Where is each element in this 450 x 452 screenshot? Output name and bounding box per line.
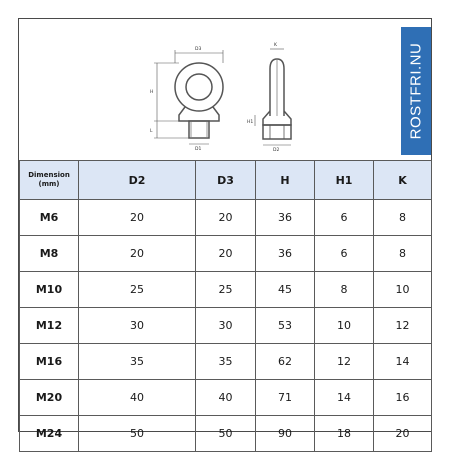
cell-h: 62 bbox=[256, 344, 315, 380]
cell-k: 10 bbox=[374, 272, 432, 308]
cell-d3: 40 bbox=[196, 380, 256, 416]
eye-inner-outline bbox=[186, 74, 212, 100]
cell-k: 20 bbox=[374, 416, 432, 452]
label-d3: D3 bbox=[195, 47, 202, 52]
cell-d3: 30 bbox=[196, 308, 256, 344]
brand-badge bbox=[401, 27, 431, 155]
cell-h1: 8 bbox=[315, 272, 374, 308]
column-header-d3: D3 bbox=[196, 161, 256, 200]
row-size: M12 bbox=[20, 308, 79, 344]
label-d2: D2 bbox=[273, 148, 280, 153]
cell-k: 8 bbox=[374, 236, 432, 272]
cell-d2: 25 bbox=[79, 272, 196, 308]
cell-d3: 20 bbox=[196, 236, 256, 272]
cell-d3: 35 bbox=[196, 344, 256, 380]
cell-h1: 6 bbox=[315, 200, 374, 236]
cell-h: 45 bbox=[256, 272, 315, 308]
cell-h: 36 bbox=[256, 236, 315, 272]
collar-outline bbox=[179, 107, 219, 121]
cell-h1: 6 bbox=[315, 236, 374, 272]
column-header-d2: D2 bbox=[79, 161, 196, 200]
technical-drawing bbox=[19, 19, 431, 160]
row-size: M8 bbox=[20, 236, 79, 272]
brand-logo-text: ROSTFRI.NU bbox=[407, 42, 425, 140]
cell-h1: 10 bbox=[315, 308, 374, 344]
label-d1: D1 bbox=[195, 147, 202, 152]
cell-d2: 40 bbox=[79, 380, 196, 416]
label-l: L bbox=[150, 129, 153, 134]
label-h: H bbox=[150, 90, 154, 95]
cell-k: 12 bbox=[374, 308, 432, 344]
column-header-h1: H1 bbox=[315, 161, 374, 200]
cell-h: 53 bbox=[256, 308, 315, 344]
row-size: M16 bbox=[20, 344, 79, 380]
cell-d2: 20 bbox=[79, 200, 196, 236]
side-shank-outline bbox=[263, 125, 291, 139]
cell-d3: 25 bbox=[196, 272, 256, 308]
eye-outer-outline bbox=[175, 63, 223, 111]
product-sheet bbox=[18, 18, 432, 440]
table-row bbox=[20, 416, 432, 452]
cell-d2: 50 bbox=[79, 416, 196, 452]
table-row bbox=[20, 380, 432, 416]
cell-h1: 12 bbox=[315, 344, 374, 380]
row-size: M20 bbox=[20, 380, 79, 416]
cell-d3: 50 bbox=[196, 416, 256, 452]
row-size: M10 bbox=[20, 272, 79, 308]
shank-outline bbox=[189, 121, 209, 138]
table-row bbox=[20, 236, 432, 272]
cell-d3: 20 bbox=[196, 200, 256, 236]
cell-h: 90 bbox=[256, 416, 315, 452]
cell-k: 8 bbox=[374, 200, 432, 236]
cell-d2: 30 bbox=[79, 308, 196, 344]
cell-k: 16 bbox=[374, 380, 432, 416]
table-row bbox=[20, 200, 432, 236]
cell-d2: 20 bbox=[79, 236, 196, 272]
label-k: K bbox=[274, 43, 277, 48]
row-size: M6 bbox=[20, 200, 79, 236]
column-header-h: H bbox=[256, 161, 315, 200]
label-h1: H1 bbox=[247, 120, 254, 125]
cell-h1: 14 bbox=[315, 380, 374, 416]
table-row bbox=[20, 308, 432, 344]
row-size: M24 bbox=[20, 416, 79, 452]
table-row bbox=[20, 272, 432, 308]
cell-h: 36 bbox=[256, 200, 315, 236]
dimension-table bbox=[19, 160, 432, 452]
cell-h: 71 bbox=[256, 380, 315, 416]
cell-h1: 18 bbox=[315, 416, 374, 452]
cell-k: 14 bbox=[374, 344, 432, 380]
table-row bbox=[20, 344, 432, 380]
column-header-k: K bbox=[374, 161, 432, 200]
dimension-header: Dimension (mm) bbox=[20, 161, 79, 200]
table-header-row bbox=[20, 161, 432, 200]
cell-d2: 35 bbox=[79, 344, 196, 380]
